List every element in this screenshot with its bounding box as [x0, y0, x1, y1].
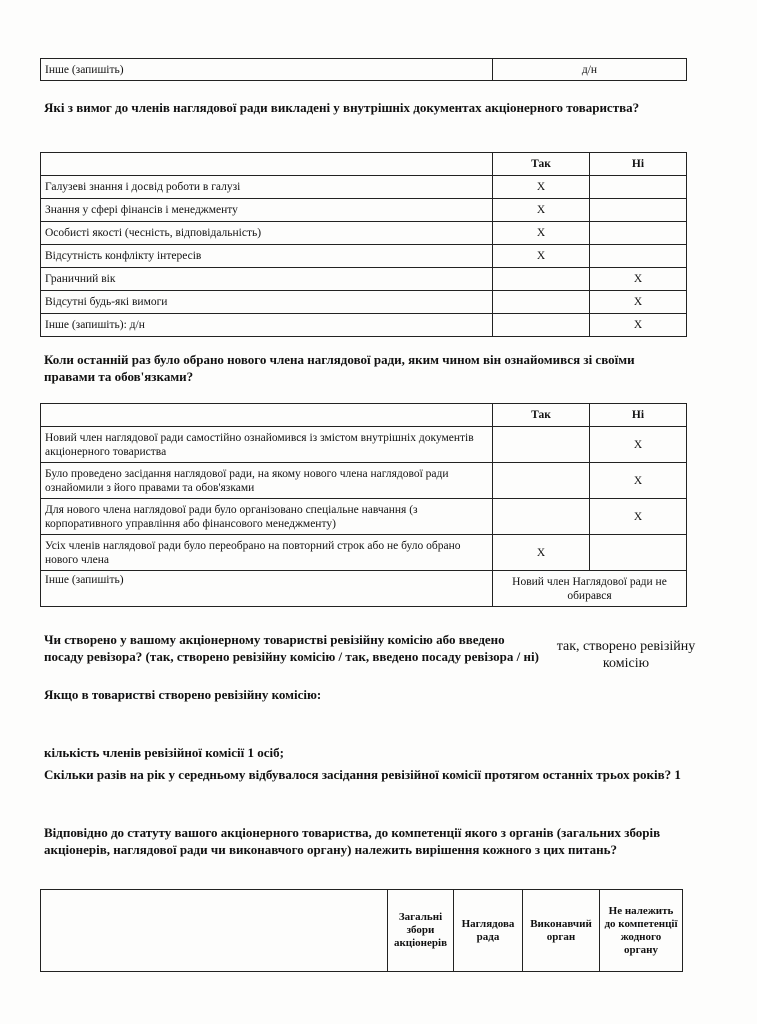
row-label: Усіх членів наглядової ради було переобрано на повторний строк або не було обрано нового члена [41, 535, 493, 571]
top-other-value: д/н [493, 59, 687, 81]
other-value: Новий член Наглядової ради не обирався [493, 571, 687, 607]
table-row [41, 222, 687, 245]
row-no-mark: X [590, 463, 687, 499]
table-row [41, 571, 687, 607]
row-yes-mark [493, 291, 590, 314]
row-yes-mark [493, 314, 590, 337]
question-new-member-onboarding: Коли останній раз було обрано нового члена наглядової ради, яким чином він ознайомився зі своїми правами та обов'язками? [44, 352, 635, 384]
table-row [41, 268, 687, 291]
competence-table [40, 889, 683, 972]
column-yes: Так [493, 404, 590, 427]
table-row [41, 59, 687, 81]
question-audit-commission: Чи створено у вашому акціонерному товаристві ревізійну комісію або введено посаду ревізора? (так, створено ревізійну комісію / так, введено посаду ревізора / ні) [44, 632, 539, 664]
row-yes-mark [493, 268, 590, 291]
row-no-mark [590, 245, 687, 268]
row-yes-mark: X [493, 535, 590, 571]
audit-commission-subheading: Якщо в товаристві створено ревізійну комісію: [44, 687, 322, 702]
row-yes-mark: X [493, 176, 590, 199]
question-competence: Відповідно до статуту вашого акціонерного товариства, до компетенції якого з органів (загальних зборів акціонерів, наглядової ради чи виконавчого органу) належить вирішення кожного з цих питань? [44, 825, 661, 857]
table-row [41, 291, 687, 314]
row-yes-mark: X [493, 199, 590, 222]
column-yes: Так [493, 153, 590, 176]
table-row [41, 463, 687, 499]
row-label: Інше (запишіть) [41, 571, 493, 607]
row-label: Відсутні будь-які вимоги [41, 291, 493, 314]
row-no-mark: X [590, 291, 687, 314]
row-label: Новий член наглядової ради самостійно ознайомився із змістом внутрішніх документів акціонерного товариства [41, 427, 493, 463]
table-row [41, 535, 687, 571]
row-no-mark [590, 199, 687, 222]
row-no-mark: X [590, 499, 687, 535]
row-yes-mark [493, 499, 590, 535]
row-no-mark [590, 176, 687, 199]
table-header-row [41, 153, 687, 176]
table-row [41, 199, 687, 222]
row-label: Для нового члена наглядової ради було організовано спеціальне навчання (з корпоративного управління або фінансового менеджменту) [41, 499, 493, 535]
row-no-mark: X [590, 268, 687, 291]
column-no-body: Не належить до компетенції жодного органу [600, 890, 683, 972]
column-no: Ні [590, 404, 687, 427]
table-header-row [41, 890, 683, 972]
audit-commission-answer: так, створено ревізійну комісію [556, 639, 696, 671]
row-no-mark [590, 535, 687, 571]
column-executive-body: Виконавчий орган [523, 890, 600, 972]
row-label: Граничний вік [41, 268, 493, 291]
board-requirements-table [40, 152, 687, 337]
top-other-label: Інше (запишіть) [41, 59, 493, 81]
table-header-row [41, 404, 687, 427]
row-yes-mark: X [493, 245, 590, 268]
row-no-mark: X [590, 427, 687, 463]
new-member-table [40, 403, 687, 607]
row-no-mark [590, 222, 687, 245]
row-label: Особисті якості (чесність, відповідальність) [41, 222, 493, 245]
table-row [41, 314, 687, 337]
table-row [41, 176, 687, 199]
column-general-meeting: Загальні збори акціонерів [388, 890, 454, 972]
row-label: Було проведено засідання наглядової ради, на якому нового члена наглядової ради ознайомили з його правами та обов'язками [41, 463, 493, 499]
row-no-mark: X [590, 314, 687, 337]
audit-members-count: кількість членів ревізійної комісії 1 осіб; [44, 745, 284, 760]
table-row [41, 499, 687, 535]
row-yes-mark [493, 427, 590, 463]
row-yes-mark: X [493, 222, 590, 245]
row-yes-mark [493, 463, 590, 499]
row-label: Інше (запишіть): д/н [41, 314, 493, 337]
top-other-table [40, 58, 687, 81]
row-label: Знання у сфері фінансів і менеджменту [41, 199, 493, 222]
table-row [41, 245, 687, 268]
column-supervisory-board: Наглядова рада [454, 890, 523, 972]
row-label: Відсутність конфлікту інтересів [41, 245, 493, 268]
table-row [41, 427, 687, 463]
row-label: Галузеві знання і досвід роботи в галузі [41, 176, 493, 199]
question-board-requirements: Які з вимог до членів наглядової ради викладені у внутрішніх документах акціонерного товариства? [44, 100, 640, 115]
question-audit-meetings: Скільки разів на рік у середньому відбувалося засідання ревізійної комісії протягом останніх трьох років? 1 [44, 767, 681, 782]
column-no: Ні [590, 153, 687, 176]
